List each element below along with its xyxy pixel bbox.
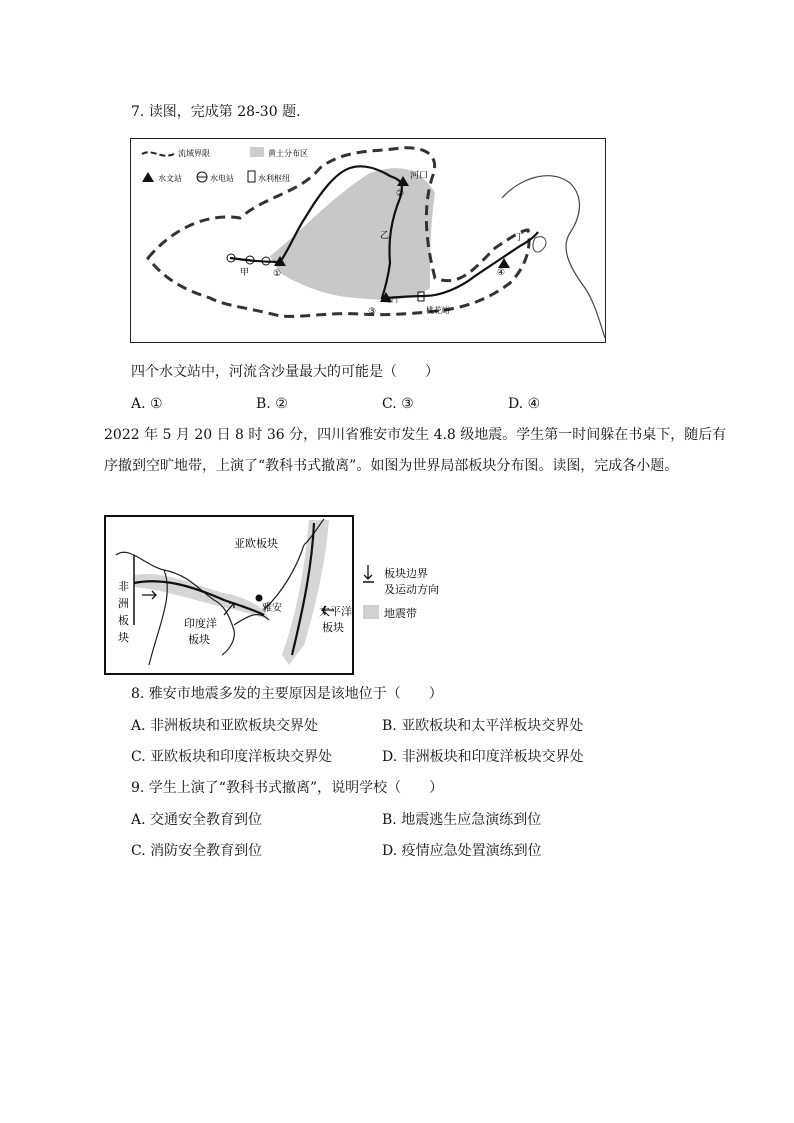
yellow-river-map [130, 138, 606, 343]
intro-line-2: 序撤到空旷地带，上演了“教科书式撤离”。如图为世界局部板块分布图。读图，完成各小题。 [104, 458, 679, 474]
svg-text:地震带: 地震带 [384, 607, 417, 620]
svg-text:印度洋: 印度洋 [184, 617, 217, 630]
q9-stem: 9. 学生上演了“教科书式撤离”，说明学校（ ） [131, 780, 444, 796]
svg-text:桃花峪: 桃花峪 [426, 306, 450, 315]
legend-basin: 流域界限 [178, 149, 210, 158]
q7-option-b[interactable]: B. ② [256, 396, 288, 412]
legend-hydro: 水文站 [158, 174, 182, 183]
svg-text:及运动方向: 及运动方向 [384, 583, 439, 596]
q8-option-c[interactable]: C. 亚欧板块和印度洋板块交界处 [131, 749, 333, 765]
svg-text:乙: 乙 [380, 231, 390, 241]
q7-option-c[interactable]: C. ③ [382, 396, 414, 412]
svg-text:雅安: 雅安 [262, 603, 282, 614]
svg-text:板块: 板块 [322, 621, 344, 634]
q9-option-a[interactable]: A. 交通安全教育到位 [131, 812, 263, 828]
q8-option-a[interactable]: A. 非洲板块和亚欧板块交界处 [131, 718, 319, 734]
legend-hub: 水利枢纽 [258, 174, 290, 183]
svg-text:甲: 甲 [240, 268, 250, 278]
q7-option-d[interactable]: D. ④ [508, 396, 541, 412]
q9-option-d[interactable]: D. 疫情应急处置演练到位 [382, 843, 542, 859]
legend-loess: 黄土分布区 [268, 149, 308, 158]
svg-text:太平洋: 太平洋 [319, 605, 352, 618]
legend-power: 水电站 [210, 174, 234, 183]
q8-option-d[interactable]: D. 非洲板块和印度洋板块交界处 [382, 749, 584, 765]
svg-text:③: ③ [368, 307, 377, 317]
svg-text:板块边界: 板块边界 [384, 567, 428, 580]
plate-map [104, 515, 354, 675]
svg-text:块: 块 [118, 631, 129, 644]
svg-text:④: ④ [497, 268, 506, 278]
svg-text:非: 非 [118, 580, 129, 593]
q9-option-c[interactable]: C. 消防安全教育到位 [131, 843, 263, 859]
svg-text:洲: 洲 [118, 597, 129, 610]
svg-text:②: ② [396, 189, 405, 199]
svg-text:河口: 河口 [410, 171, 429, 181]
svg-text:亚欧板块: 亚欧板块 [234, 537, 278, 550]
yaan-marker [256, 595, 263, 602]
svg-text:龙门: 龙门 [384, 296, 398, 304]
intro-line-1: 2022 年 5 月 20 日 8 时 36 分，四川省雅安市发生 4.8 级地震。学生第一时间躲在书桌下，随后有 [104, 427, 727, 443]
q7-stem: 7. 读图，完成第 28-30 题． [131, 104, 311, 120]
svg-text:丁: 丁 [515, 233, 525, 243]
svg-text:板块: 板块 [188, 633, 210, 646]
q9-option-b[interactable]: B. 地震逃生应急演练到位 [382, 812, 542, 828]
q8-option-b[interactable]: B. 亚欧板块和太平洋板块交界处 [382, 718, 584, 734]
q7-question: 四个水文站中，河流含沙量最大的可能是（ ） [131, 364, 439, 380]
q8-stem: 8. 雅安市地震多发的主要原因是该地位于（ ） [131, 686, 443, 702]
svg-text:板: 板 [118, 614, 129, 627]
svg-text:①: ① [273, 269, 282, 279]
q7-option-a[interactable]: A. ① [131, 396, 163, 412]
plate-map-legend [362, 563, 452, 625]
